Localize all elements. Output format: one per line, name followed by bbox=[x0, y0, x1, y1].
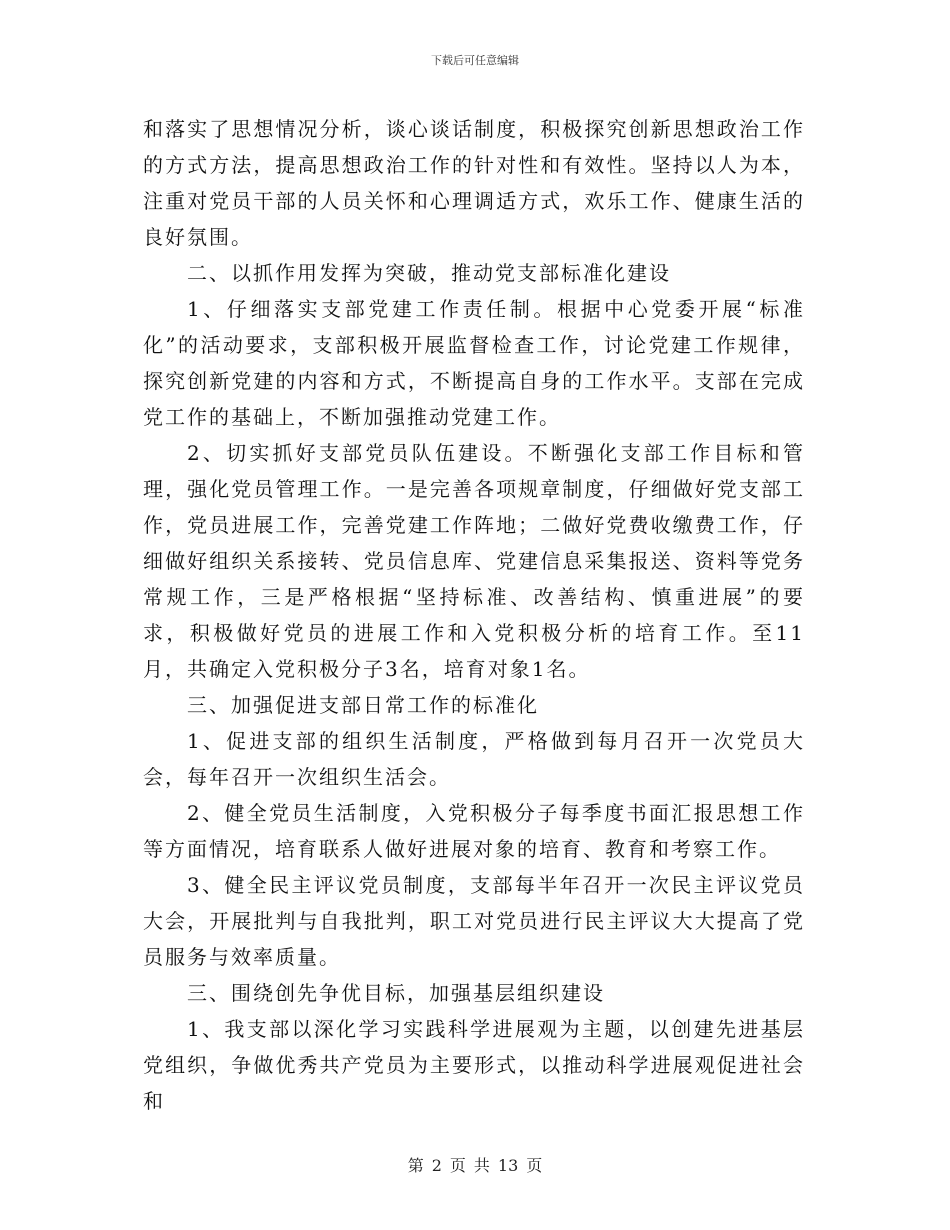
footer-ye: 页 bbox=[526, 1156, 543, 1175]
footer-di: 第 bbox=[407, 1156, 424, 1175]
footer-gong: 共 bbox=[473, 1156, 490, 1175]
paragraph: 2、健全党员生活制度，入党积极分子每季度书面汇报思想工作等方面情况，培育联系人做好进展对象的培育、教育和考察工作。 bbox=[143, 801, 805, 861]
paragraph: 1、仔细落实支部党建工作责任制。根据中心党委开展“标准化”的活动要求，支部积极开展监督检查工作，讨论党建工作规律，探究创新党建的内容和方式，不断提高自身的工作水平。支部在完成党工作的基础上，不断加强推动党建工作。 bbox=[143, 297, 805, 429]
section-heading: 三、加强促进支部日常工作的标准化 bbox=[187, 693, 539, 717]
document-body bbox=[143, 111, 805, 1119]
paragraph: 1、我支部以深化学习实践科学进展观为主题，以创建先进基层党组织，争做优秀共产党员为主要形式，以推动科学进展观促进社会和 bbox=[143, 1017, 805, 1113]
footer-ye: 页 bbox=[449, 1156, 466, 1175]
page-footer bbox=[0, 1156, 950, 1176]
paragraph: 2、切实抓好支部党员队伍建设。不断强化支部工作目标和管理，强化党员管理工作。一是完善各项规章制度，仔细做好党支部工作，党员进展工作，完善党建工作阵地；二做好党费收缴费工作，仔细做好组织关系接转、党员信息库、党建信息采集报送、资料等党务常规工作，三是严格根据“坚持标准、改善结构、慎重进展”的要求，积极做好党员的进展工作和入党积极分析的培育工作。至11月，共确定入党积极分子3名，培育对象1名。 bbox=[143, 441, 805, 681]
paragraph: 和落实了思想情况分析，谈心谈话制度，积极探究创新思想政治工作的方式方法，提高思想政治工作的针对性和有效性。坚持以人为本，注重对党员干部的人员关怀和心理调适方式，欢乐工作、健康生活的良好氛围。 bbox=[143, 117, 805, 249]
paragraph: 3、健全民主评议党员制度，支部每半年召开一次民主评议党员大会，开展批判与自我批判，职工对党员进行民主评议大大提高了党员服务与效率质量。 bbox=[143, 873, 805, 969]
header-note: 下载后可任意编辑 bbox=[431, 54, 519, 67]
section-heading: 二、以抓作用发挥为突破，推动党支部标准化建设 bbox=[187, 261, 671, 285]
paragraph: 1、促进支部的组织生活制度，严格做到每月召开一次党员大会，每年召开一次组织生活会。 bbox=[143, 729, 805, 789]
total-pages: 13 bbox=[497, 1156, 519, 1175]
section-heading: 三、围绕创先争优目标，加强基层组织建设 bbox=[187, 981, 605, 1005]
page-number: 2 bbox=[431, 1156, 442, 1175]
